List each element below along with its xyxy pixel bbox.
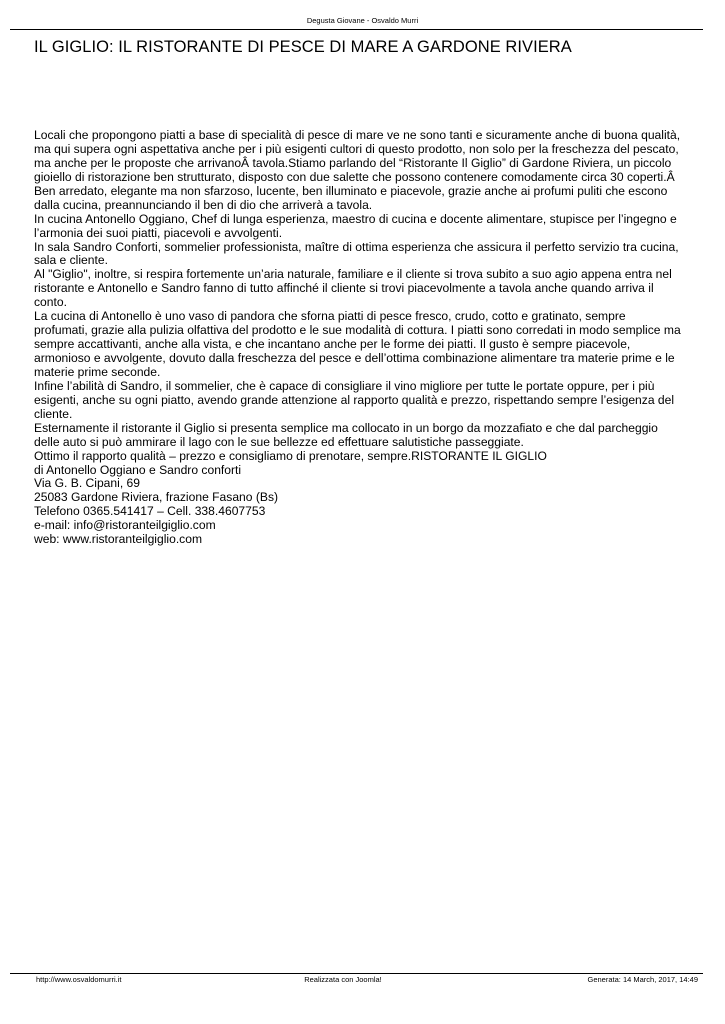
article-line: Locali che propongono piatti a base di specialità di pesce di mare ve ne sono tanti e sicuramente anche di buona qualità, <box>34 128 681 142</box>
article-line: esigenti, anche su ogni piatto, avendo grande attenzione al rapporto qualità e prezzo, rispettando sempre l’esigenza del <box>34 392 675 407</box>
article-line: Telefono 0365.541417 – Cell. 338.4607753 <box>34 504 266 519</box>
article-line: web: www.ristoranteilgiglio.com <box>34 532 203 547</box>
article-line: In sala Sandro Conforti, sommelier professionista, maître di ottima esperienza che assicura il perfetto servizio tra cucina, <box>34 239 679 254</box>
article-line: ma anche per le proposte che arrivanoÂ tavola.Stiamo parlando del “Ristorante Il Giglio” di Gardone Riviera, un piccolo <box>34 155 672 170</box>
article-line: profumati, grazie alla pulizia olfattiva del prodotto e le sue modalità di cottura. I piatti sono corredati in modo semplice ma <box>34 323 681 338</box>
article-line: ristorante e Antonello e Sandro fanno di tutto affinché il cliente si trovi piacevolmente a tavola anche quando arriva il <box>34 281 654 296</box>
article-title: IL GIGLIO: IL RISTORANTE DI PESCE DI MARE A GARDONE RIVIERA <box>34 38 572 56</box>
article-line: Infine l’abilità di Sandro, il sommelier, che è capace di consigliare il vino migliore per tutte le portate oppure, per i più <box>34 378 655 393</box>
article-line: sala e cliente. <box>34 253 108 268</box>
site-title: Degusta Giovane - Osvaldo Murri <box>306 16 419 25</box>
article-line: delle auto si può ammirare il lago con le sue bellezze ed effettuare salutistiche passeggiate. <box>34 434 524 449</box>
article-line: e-mail: info@ristoranteilgiglio.com <box>34 518 216 533</box>
article-line: materie prime seconde. <box>34 364 161 379</box>
article-line: La cucina di Antonello è uno vaso di pandora che sforna piatti di pesce fresco, crudo, cotto e gratinato, sempre <box>34 309 626 324</box>
article-line: Al "Giglio", inoltre, si respira fortemente un’aria naturale, familiare e il cliente si trova subito a suo agio appena entra nel <box>34 267 672 282</box>
article-line: In cucina Antonello Oggiano, Chef di lunga esperienza, maestro di cucina e docente alimentare, stupisce per l’ingegno e <box>34 211 677 226</box>
footer-powered-by: Realizzata con Joomla! <box>304 975 382 984</box>
footer-url: http://www.osvaldomurri.it <box>36 975 122 984</box>
article-line: Esternamente il ristorante il Giglio si presenta semplice ma collocato in un borgo da mozzafiato e che dal parcheggio <box>34 420 658 435</box>
article-body <box>34 129 706 547</box>
article-line: conto. <box>34 295 67 310</box>
article-line: 25083 Gardone Riviera, frazione Fasano (Bs) <box>34 490 279 505</box>
article-line: cliente. <box>34 406 73 421</box>
article-line: dalla cucina, preannunciando il ben di dio che arriverà a tavola. <box>34 197 373 212</box>
header-divider <box>10 29 703 30</box>
article-line: armonioso e avvolgente, dovuto dalla freschezza del pesce e dell’ottima combinazione alimentare tra materie prime e le <box>34 351 675 365</box>
article-line: di Antonello Oggiano e Sandro conforti <box>34 462 242 477</box>
article-line: gioiello di ristorazione ben strutturato, disposto con due salette che possono contenere comodamente circa 30 coperti.Â <box>34 169 675 184</box>
article-line: Ottimo il rapporto qualità – prezzo e consigliamo di prenotare, sempre.RISTORANTE IL GIGLIO <box>34 448 547 463</box>
article-line: ma qui supera ogni aspettativa anche per i più esigenti cultori di questo prodotto, non solo per la freschezza del pescato, <box>34 141 679 156</box>
article-line: Via G. B. Cipani, 69 <box>34 476 140 491</box>
article-line: Ben arredato, elegante ma non sfarzoso, lucente, ben illuminato e piacevole, grazie anche ai profumi puliti che escono <box>34 183 668 198</box>
footer-generated-date: Generata: 14 March, 2017, 14:49 <box>587 975 698 984</box>
article-line: sempre accattivanti, anche alla vista, e che incantano anche per le forme dei piatti. Il gusto è sempre piacevole, <box>34 337 631 352</box>
footer-divider <box>10 973 703 974</box>
article-line: l’armonia dei suoi piatti, piacevoli e avvolgenti. <box>34 225 283 240</box>
